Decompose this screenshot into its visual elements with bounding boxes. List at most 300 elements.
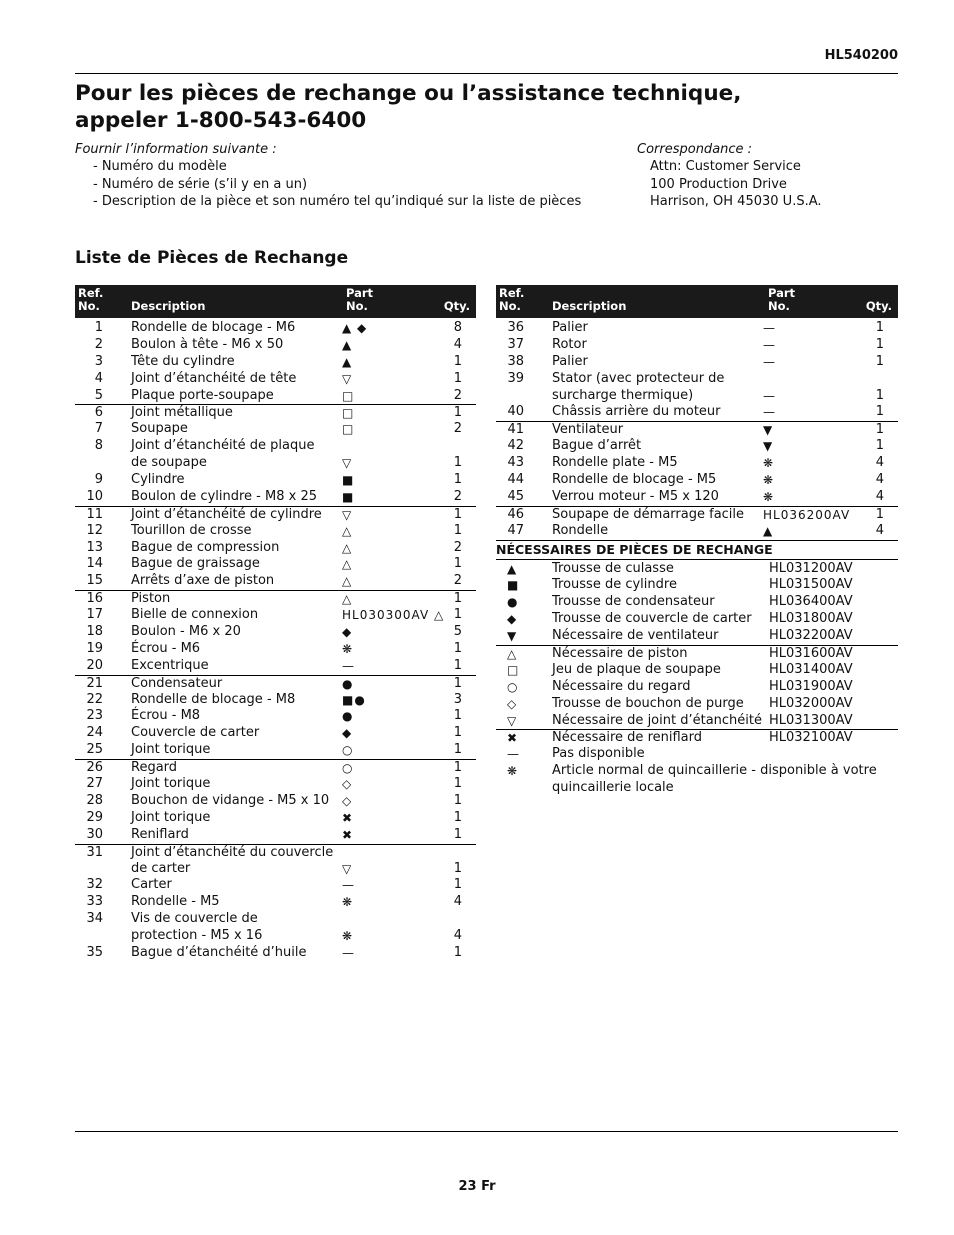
- header-qty: Qty.: [443, 299, 470, 313]
- part-description: Excentrique: [131, 657, 209, 673]
- table-row: [496, 404, 898, 421]
- part-description: Châssis arrière du moteur: [552, 404, 721, 420]
- part-number: ❋: [763, 489, 775, 504]
- kit-row: [496, 696, 898, 713]
- ref-number: 11: [86, 506, 103, 522]
- part-number: △: [342, 540, 353, 555]
- table-row: [75, 523, 476, 540]
- part-number: ■●: [342, 692, 366, 707]
- part-qty: 2: [453, 421, 462, 437]
- correspondence-lead: Correspondance :: [637, 142, 753, 157]
- table-row: [75, 658, 476, 675]
- footer-rule: [75, 1131, 898, 1132]
- part-number: ▽: [342, 456, 353, 471]
- part-description: Palier: [552, 320, 588, 335]
- ref-number: 26: [86, 760, 103, 776]
- address-line: 100 Production Drive: [650, 176, 787, 192]
- kit-symbol: ❋: [507, 764, 519, 779]
- header-part: [768, 287, 795, 313]
- table-row: [75, 708, 476, 725]
- part-number: ■: [342, 489, 355, 504]
- table-row: [75, 455, 476, 472]
- ref-number: 25: [86, 742, 103, 758]
- part-description: Bague de compression: [131, 539, 280, 555]
- header-ref-line1: Ref.: [78, 286, 104, 300]
- ref-number: 1: [94, 320, 103, 335]
- ref-number: 38: [507, 353, 524, 369]
- part-number: —: [342, 658, 355, 673]
- kit-description: quincaillerie locale: [552, 780, 674, 796]
- table-row: [75, 590, 476, 607]
- part-number: —: [763, 405, 776, 420]
- ref-number: 24: [86, 725, 103, 741]
- table-row: [75, 438, 476, 455]
- ref-number: 22: [86, 691, 103, 707]
- part-qty: 1: [875, 506, 884, 522]
- kit-symbol: ▽: [507, 713, 518, 728]
- kit-symbol: ◇: [507, 696, 518, 711]
- part-number: ❋: [763, 473, 775, 488]
- table-row: [496, 455, 898, 472]
- table-row: [75, 793, 476, 810]
- table-header: [75, 285, 476, 318]
- header-part-line1: Part: [768, 286, 796, 300]
- part-number: ▼: [763, 423, 774, 438]
- ref-number: 41: [507, 422, 524, 438]
- part-description: Joint d’étanchéité de cylindre: [131, 506, 322, 522]
- part-number: ❋: [342, 641, 354, 656]
- part-description: Joint d’étanchéité de tête: [131, 370, 297, 386]
- kit-row: [496, 746, 898, 763]
- kit-part-number: HL031300AV: [769, 712, 853, 728]
- table-row: [75, 877, 476, 894]
- kit-description: Nécessaire de piston: [552, 646, 688, 662]
- ref-number: 34: [86, 911, 103, 927]
- part-description: Joint d’étanchéité du couvercle: [131, 844, 334, 860]
- part-description: de soupape: [131, 455, 207, 471]
- table-row: [75, 810, 476, 827]
- ref-number: 20: [86, 657, 103, 673]
- ref-number: 18: [86, 624, 103, 640]
- kit-part-number: HL031800AV: [769, 611, 853, 627]
- part-description: Bague de graissage: [131, 556, 260, 572]
- ref-number: 12: [86, 522, 103, 538]
- ref-number: 13: [86, 539, 103, 555]
- ref-number: 21: [86, 675, 103, 691]
- part-description: Arrêts d’axe de piston: [131, 573, 275, 589]
- part-number: △: [342, 592, 353, 607]
- part-number: ◆: [342, 625, 353, 640]
- part-number: —: [763, 388, 776, 403]
- part-description: protection - M5 x 16: [131, 928, 263, 944]
- part-number: ◆: [342, 726, 353, 741]
- part-number: ▲: [763, 523, 774, 538]
- part-number: ●: [342, 676, 354, 691]
- ref-number: 28: [86, 792, 103, 808]
- part-qty: 2: [453, 573, 462, 589]
- table-row: [75, 624, 476, 641]
- ref-number: 37: [507, 336, 524, 352]
- ref-number: 32: [86, 877, 103, 893]
- kit-row: [496, 577, 898, 594]
- part-number: □: [342, 422, 355, 437]
- part-number: ○: [342, 743, 354, 758]
- part-qty: 1: [875, 336, 884, 352]
- ref-number: 33: [86, 894, 103, 910]
- table-row: [496, 354, 898, 371]
- header-ref-line1: Ref.: [499, 286, 525, 300]
- part-number: ▽: [342, 371, 353, 386]
- model-number: HL540200: [824, 48, 898, 63]
- part-description: Soupape de démarrage facile: [552, 506, 745, 522]
- section-title: Liste de Pièces de Rechange: [75, 248, 349, 268]
- part-qty: 3: [453, 691, 462, 707]
- page-number: 23 Fr: [458, 1179, 496, 1194]
- header-description: Description: [131, 299, 206, 313]
- part-description: Joint d’étanchéité de plaque: [131, 438, 315, 454]
- ref-number: 16: [86, 591, 103, 607]
- kit-row: [496, 628, 898, 645]
- header-part: [346, 287, 373, 313]
- part-qty: 4: [875, 472, 884, 488]
- part-description: Piston: [131, 591, 171, 607]
- part-number: □: [342, 406, 355, 421]
- table-row: [75, 725, 476, 742]
- part-qty: 1: [453, 506, 462, 522]
- kit-part-number: HL031500AV: [769, 577, 853, 593]
- table-row: [75, 556, 476, 573]
- kit-description: Trousse de condensateur: [552, 594, 715, 610]
- table-row: [496, 472, 898, 489]
- part-qty: 1: [453, 860, 462, 876]
- part-qty: 1: [453, 944, 462, 960]
- part-description: Rotor: [552, 336, 587, 352]
- part-description: Couvercle de carter: [131, 725, 260, 741]
- ref-number: 5: [94, 387, 103, 403]
- part-description: Condensateur: [131, 675, 223, 691]
- part-description: Cylindre: [131, 472, 185, 488]
- part-qty: 4: [453, 336, 462, 352]
- table-row: [75, 421, 476, 438]
- part-qty: 5: [453, 624, 462, 640]
- kit-symbol: ▼: [507, 629, 518, 644]
- ref-number: 35: [86, 944, 103, 960]
- info-item: - Description de la pièce et son numéro tel qu’indiqué sur la liste de pièces: [93, 193, 582, 209]
- part-qty: 1: [453, 472, 462, 488]
- kit-description: Nécessaire du regard: [552, 678, 691, 694]
- ref-number: 7: [94, 421, 103, 437]
- kit-row: [496, 713, 898, 730]
- kit-part-number: HL032000AV: [769, 695, 853, 711]
- table-row: [496, 320, 898, 337]
- part-number: ◇: [342, 793, 353, 808]
- part-qty: 1: [875, 320, 884, 335]
- ref-number: 40: [507, 404, 524, 420]
- part-qty: 1: [453, 640, 462, 656]
- kits-list: [496, 560, 898, 797]
- part-qty: 1: [875, 422, 884, 438]
- table-row: [75, 742, 476, 759]
- kit-symbol: ✖: [507, 731, 519, 746]
- kit-row: [496, 645, 898, 662]
- ref-number: 23: [86, 708, 103, 724]
- part-qty: 1: [453, 370, 462, 386]
- ref-number: 43: [507, 455, 524, 471]
- kit-row: [496, 763, 898, 780]
- part-qty: 1: [453, 455, 462, 471]
- part-description: Joint torique: [131, 742, 211, 758]
- kit-part-number: HL032100AV: [769, 730, 853, 746]
- ref-number: 31: [86, 844, 103, 860]
- kit-description: Pas disponible: [552, 746, 645, 762]
- part-description: surcharge thermique): [552, 387, 694, 403]
- part-number: △: [342, 574, 353, 589]
- part-number: △: [342, 523, 353, 538]
- part-number: □: [342, 388, 355, 403]
- kit-description: Trousse de cylindre: [552, 577, 677, 593]
- part-qty: 1: [453, 877, 462, 893]
- part-description: Reniflard: [131, 826, 189, 842]
- ref-number: 44: [507, 472, 524, 488]
- part-number: △: [342, 557, 353, 572]
- part-description: Plaque porte-soupape: [131, 387, 274, 403]
- ref-number: 2: [94, 336, 103, 352]
- part-description: Tourillon de crosse: [131, 522, 252, 538]
- header-ref: [78, 287, 103, 313]
- part-description: de carter: [131, 860, 191, 876]
- kit-part-number: HL032200AV: [769, 628, 853, 644]
- part-number: ▲: [342, 354, 353, 369]
- kit-description: Trousse de culasse: [552, 560, 674, 576]
- table-row: [75, 573, 476, 590]
- address-line: Harrison, OH 45030 U.S.A.: [650, 193, 822, 209]
- table-row: [75, 404, 476, 421]
- kit-symbol: ●: [507, 595, 519, 610]
- kit-description: Article normal de quincaillerie - disponible à votre: [552, 763, 877, 779]
- part-qty: 4: [875, 455, 884, 471]
- part-qty: 1: [453, 522, 462, 538]
- part-qty: 2: [453, 488, 462, 504]
- part-description: Palier: [552, 353, 588, 369]
- part-number: —: [763, 354, 776, 369]
- table-row: [75, 472, 476, 489]
- part-qty: 4: [453, 894, 462, 910]
- ref-number: 6: [94, 405, 103, 421]
- part-qty: 8: [453, 320, 462, 335]
- part-qty: 1: [453, 725, 462, 741]
- table-row: [75, 641, 476, 658]
- kit-description: Trousse de couvercle de carter: [552, 611, 752, 627]
- part-qty: 1: [453, 657, 462, 673]
- table-row: [75, 911, 476, 928]
- part-qty: 1: [453, 760, 462, 776]
- part-number: ▲ ◆: [342, 321, 368, 335]
- part-number: ▽: [342, 507, 353, 522]
- part-description: Verrou moteur - M5 x 120: [552, 488, 719, 504]
- part-number: ○: [342, 761, 354, 776]
- table-row: [75, 320, 476, 337]
- table-row: [75, 489, 476, 506]
- address-line: Attn: Customer Service: [650, 159, 801, 175]
- table-row: [75, 607, 476, 624]
- ref-number: 29: [86, 809, 103, 825]
- part-description: Soupape: [131, 421, 188, 437]
- part-description: Rondelle de blocage - M6: [131, 320, 296, 335]
- kit-part-number: HL031600AV: [769, 646, 853, 662]
- kit-row: [496, 561, 898, 578]
- table-row: [75, 540, 476, 557]
- part-qty: 2: [453, 387, 462, 403]
- part-description: Boulon de cylindre - M8 x 25: [131, 488, 317, 504]
- part-number: ●: [342, 709, 354, 724]
- part-qty: 1: [875, 438, 884, 454]
- part-number: ◇: [342, 777, 353, 792]
- part-qty: 2: [453, 539, 462, 555]
- table-row: [496, 388, 898, 405]
- table-row: [496, 489, 898, 506]
- part-number: ❋: [342, 929, 354, 944]
- part-qty: 1: [453, 353, 462, 369]
- table-body: [75, 318, 476, 962]
- kit-description: Nécessaire de reniflard: [552, 730, 702, 746]
- part-qty: 1: [453, 405, 462, 421]
- header-qty: Qty.: [865, 299, 892, 313]
- kit-part-number: HL036400AV: [769, 594, 853, 610]
- ref-number: 30: [86, 826, 103, 842]
- part-description: Rondelle - M5: [131, 894, 220, 910]
- part-description: Ventilateur: [552, 422, 624, 438]
- part-number: —: [763, 337, 776, 352]
- part-description: Boulon - M6 x 20: [131, 624, 241, 640]
- header-ref-line2: No.: [78, 299, 100, 313]
- part-qty: 1: [453, 809, 462, 825]
- part-number: ❋: [342, 895, 354, 910]
- table-row: [75, 894, 476, 911]
- header-description: Description: [552, 299, 627, 313]
- table-row: [75, 506, 476, 523]
- info-required-lead: Fournir l’information suivante :: [75, 142, 277, 157]
- title-line-1: Pour les pièces de rechange ou l’assistance technique,: [75, 81, 742, 106]
- kit-symbol: —: [507, 747, 520, 762]
- kit-symbol: ■: [507, 578, 520, 593]
- kit-row: [496, 662, 898, 679]
- kit-part-number: HL031900AV: [769, 678, 853, 694]
- ref-number: 10: [86, 488, 103, 504]
- part-description: Bague d’étanchéité d’huile: [131, 944, 307, 960]
- part-qty: 1: [453, 826, 462, 842]
- table-row: [75, 928, 476, 945]
- part-number: HL036200AV: [763, 507, 851, 522]
- part-description: Bague d’arrêt: [552, 438, 642, 454]
- part-description: Regard: [131, 760, 178, 776]
- table-body: [496, 318, 898, 540]
- part-number: ▼: [763, 439, 774, 454]
- part-qty: 1: [453, 675, 462, 691]
- info-required: [75, 141, 581, 210]
- ref-number: 8: [94, 438, 103, 454]
- part-qty: 1: [453, 776, 462, 792]
- kits-title: NÉCESSAIRES DE PIÈCES DE RECHANGE: [496, 540, 898, 560]
- header-part-line2: No.: [346, 299, 368, 313]
- kit-part-number: HL031400AV: [769, 661, 853, 677]
- part-number: ▽: [342, 861, 353, 876]
- part-number: —: [342, 878, 355, 893]
- table-row: [75, 861, 476, 878]
- part-description: Joint métallique: [131, 405, 233, 421]
- table-row: [75, 776, 476, 793]
- ref-number: 46: [507, 506, 524, 522]
- header-rule: [75, 73, 898, 74]
- kit-row: [496, 780, 898, 797]
- part-description: Bouchon de vidange - M5 x 10: [131, 792, 330, 808]
- part-description: Vis de couvercle de: [131, 911, 258, 927]
- part-qty: 1: [875, 387, 884, 403]
- ref-number: 15: [86, 573, 103, 589]
- part-description: Écrou - M6: [131, 640, 201, 656]
- header-part-line2: No.: [768, 299, 790, 313]
- part-description: Joint torique: [131, 809, 211, 825]
- part-number: ✖: [342, 810, 354, 825]
- table-row: [75, 371, 476, 388]
- table-row: [496, 371, 898, 388]
- kit-symbol: ◆: [507, 612, 518, 627]
- part-qty: 4: [453, 928, 462, 944]
- ref-number: 17: [86, 607, 103, 623]
- part-description: Joint torique: [131, 776, 211, 792]
- part-description: Tête du cylindre: [131, 353, 235, 369]
- ref-number: 39: [507, 370, 524, 386]
- part-qty: 1: [453, 591, 462, 607]
- part-qty: 1: [453, 708, 462, 724]
- table-row: [75, 692, 476, 709]
- table-row: [496, 421, 898, 438]
- part-qty: 1: [453, 792, 462, 808]
- part-description: Écrou - M8: [131, 708, 201, 724]
- correspondence-address: [637, 141, 822, 210]
- title-line-2: appeler 1-800-543-6400: [75, 108, 367, 133]
- part-qty: 4: [875, 488, 884, 504]
- info-item: - Numéro de série (s’il y en a un): [93, 176, 308, 192]
- part-qty: 1: [875, 404, 884, 420]
- kit-symbol: □: [507, 662, 520, 677]
- ref-number: 45: [507, 488, 524, 504]
- ref-number: 4: [94, 370, 103, 386]
- part-number: ✖: [342, 827, 354, 842]
- ref-number: 9: [94, 472, 103, 488]
- table-row: [75, 354, 476, 371]
- table-row: [75, 675, 476, 692]
- ref-number: 19: [86, 640, 103, 656]
- ref-number: 27: [86, 776, 103, 792]
- kit-description: Jeu de plaque de soupape: [552, 661, 721, 677]
- part-description: Rondelle plate - M5: [552, 455, 678, 471]
- ref-number: 3: [94, 353, 103, 369]
- part-description: Rondelle de blocage - M8: [131, 691, 296, 707]
- part-description: Stator (avec protecteur de: [552, 370, 725, 386]
- header-ref: [499, 287, 524, 313]
- part-description: Bielle de connexion: [131, 607, 259, 623]
- part-qty: 4: [875, 522, 884, 538]
- page-title: [75, 80, 895, 134]
- ref-number: 42: [507, 438, 524, 454]
- table-row: [496, 337, 898, 354]
- part-number: ▲: [342, 337, 353, 352]
- kit-row: [496, 611, 898, 628]
- kit-symbol: ▲: [507, 561, 518, 576]
- kit-description: Nécessaire de joint d’étanchéité: [552, 712, 762, 728]
- part-qty: 1: [453, 607, 462, 623]
- table-header: [496, 285, 898, 318]
